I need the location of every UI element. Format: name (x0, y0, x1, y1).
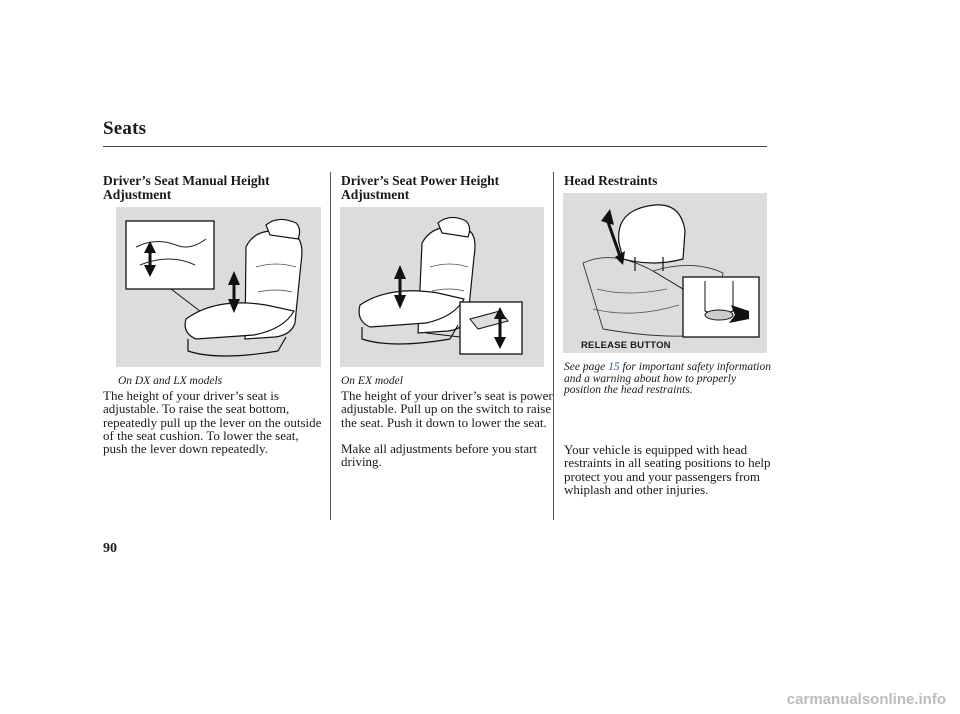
caption-text: See page (564, 361, 606, 373)
paragraph: Make all adjustments before you start driving. (341, 440, 538, 470)
heading-head-restraints: Head Restraints (564, 173, 658, 188)
paragraph: The height of your driver’s seat is power adjustable. Pull up on the switch to raise the seat. Push it down to lower the seat. (341, 388, 553, 430)
body-head-restraints (564, 443, 786, 496)
power-seat-illustration (340, 207, 544, 367)
caption-head-restraints (564, 362, 774, 397)
release-button-label: RELEASE BUTTON (581, 340, 671, 351)
heading-power-height: Driver’s Seat Power Height Adjustment (341, 173, 500, 202)
column-divider (330, 172, 331, 520)
manual-seat-illustration (116, 207, 321, 367)
body-power (341, 389, 563, 468)
column-divider (553, 172, 554, 520)
header-rule (103, 146, 767, 147)
heading-manual-height: Driver’s Seat Manual Height Adjustment (103, 173, 270, 202)
head-restraint-illustration (563, 193, 767, 353)
site-watermark: carmanualsonline.info (786, 691, 946, 708)
caption-manual: On DX and LX models (118, 375, 223, 387)
caption-power: On EX model (341, 375, 403, 387)
caption-text: for important safety information and a warning about how to properly position the head restraints. (564, 361, 771, 396)
page-number: 90 (103, 541, 117, 556)
body-manual (103, 389, 325, 455)
page-link[interactable]: 15 (608, 361, 620, 373)
paragraph: The height of your driver’s seat is adjustable. To raise the seat bottom, repeatedly pull up the lever on the outside of the seat cushion. To lower the seat, push the lever down repeatedly. (103, 388, 322, 457)
section-title: Seats (103, 118, 147, 139)
paragraph: Your vehicle is equipped with head restraints in all seating positions to help protect you and your passengers from whiplash and other injuries. (564, 442, 771, 497)
